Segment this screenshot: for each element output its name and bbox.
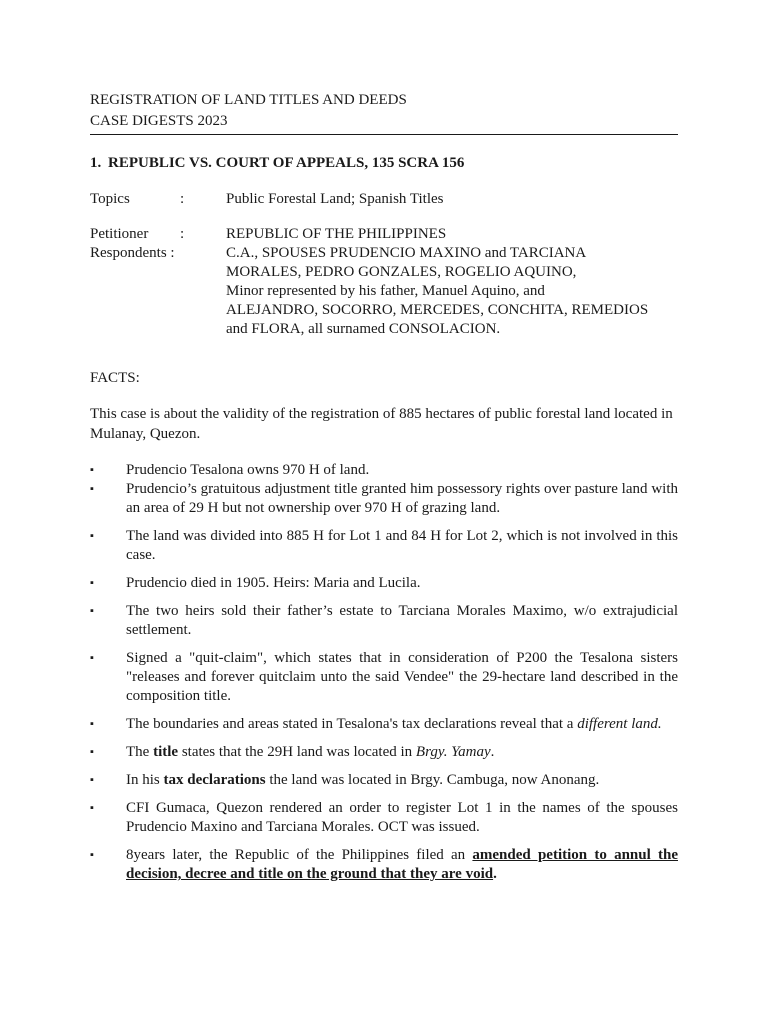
bullet-text-italic: Brgy. Yamay: [415, 744, 491, 760]
list-item: [90, 771, 678, 790]
bullet-text: Signed a "quit-claim", which states that in consideration of P200 the Tesalona sisters "releases and forever quitclaim unto the said Vendee" the 29-hectare land described in the composition title.: [126, 650, 678, 704]
bullet-icon: [90, 799, 102, 818]
respondents-value: [226, 244, 678, 339]
header-line-2: CASE DIGESTS 2023: [90, 113, 228, 129]
list-item: [90, 743, 678, 762]
bullet-text: The: [126, 744, 154, 760]
bullet-icon: [90, 771, 102, 790]
petitioner-value: REPUBLIC OF THE PHILIPPINES: [226, 226, 447, 242]
bullet-icon: [90, 602, 102, 621]
respondents-line: C.A., SPOUSES PRUDENCIO MAXINO and TARCIANA: [226, 245, 587, 261]
list-item: [90, 649, 678, 706]
respondents-line: and FLORA, all surnamed CONSOLACION.: [226, 321, 501, 337]
topics-colon: :: [180, 191, 185, 207]
parties-block: [90, 225, 678, 339]
bullet-text: The two heirs sold their father’s estate to Tarciana Morales Maximo, w/o extrajudicial settlement.: [126, 603, 678, 638]
bullet-text-bold-underlined: amended petition to annul the decision, decree and title on the ground that they are void: [126, 847, 678, 882]
bullet-icon: [90, 480, 102, 499]
case-title-text: REPUBLIC VS. COURT OF APPEALS, 135 SCRA 156: [108, 155, 465, 171]
bullet-text-bold: title: [153, 744, 179, 760]
bullet-text: the land was located in Brgy. Cambuga, now Anonang.: [265, 772, 600, 788]
facts-heading: FACTS:: [90, 370, 140, 386]
respondents-line: Minor represented by his father, Manuel Aquino, and: [226, 283, 545, 299]
bullet-text: states that the 29H land was located in: [178, 744, 416, 760]
bullet-icon: [90, 527, 102, 546]
case-number: 1.: [90, 155, 102, 171]
list-item: [90, 461, 678, 480]
header-rule: [90, 134, 678, 135]
document-header: [90, 90, 678, 132]
bullet-icon: [90, 649, 102, 668]
respondents-label: Respondents :: [90, 245, 175, 261]
bullet-icon: [90, 461, 102, 480]
bullet-text: .: [490, 744, 495, 760]
list-item: [90, 799, 678, 837]
respondents-line: ALEJANDRO, SOCORRO, MERCEDES, CONCHITA, REMEDIOS: [226, 302, 649, 318]
bullet-icon: [90, 715, 102, 734]
bullet-text: Prudencio’s gratuitous adjustment title granted him possessory rights over pasture land with an area of 29 H but not ownership over 970 H of grazing land.: [126, 481, 678, 516]
bullet-icon: [90, 846, 102, 865]
list-item: [90, 527, 678, 565]
bullet-text: In his: [126, 772, 164, 788]
bullet-text: Prudencio Tesalona owns 970 H of land.: [126, 462, 370, 478]
list-item: [90, 602, 678, 640]
bullet-icon: [90, 574, 102, 593]
bullet-text: Prudencio died in 1905. Heirs: Maria and Lucila.: [126, 575, 421, 591]
header-line-1: REGISTRATION OF LAND TITLES AND DEEDS: [90, 92, 407, 108]
case-title: [90, 153, 678, 173]
petitioner-label: Petitioner: [90, 226, 149, 242]
bullet-text: 8years later, the Republic of the Philippines filed an: [126, 847, 473, 863]
respondents-row: [90, 244, 678, 339]
facts-list: [90, 461, 678, 884]
petitioner-row: [90, 225, 678, 244]
topics-value: Public Forestal Land; Spanish Titles: [226, 191, 444, 207]
bullet-text: CFI Gumaca, Quezon rendered an order to register Lot 1 in the names of the spouses Prudencio Maxino and Tarciana Morales. OCT was issued.: [126, 800, 678, 835]
bullet-text-bold: tax declarations: [163, 772, 266, 788]
list-item: [90, 715, 678, 734]
facts-intro: This case is about the validity of the registration of 885 hectares of public forestal land located in Mulanay, Quezon.: [90, 406, 673, 442]
bullet-text: The boundaries and areas stated in Tesalona's tax declarations reveal that a: [126, 716, 578, 732]
list-item: [90, 480, 678, 518]
document-page: [90, 90, 678, 884]
bullet-text-italic: different land.: [577, 716, 662, 732]
petitioner-colon: :: [180, 226, 185, 242]
respondents-line: MORALES, PEDRO GONZALES, ROGELIO AQUINO,: [226, 264, 577, 280]
bullet-text: .: [493, 866, 497, 882]
list-item: [90, 846, 678, 884]
bullet-icon: [90, 743, 102, 762]
list-item: [90, 574, 678, 593]
topics-row: [90, 190, 678, 209]
bullet-text: The land was divided into 885 H for Lot 1 and 84 H for Lot 2, which is not involved in this case.: [126, 528, 678, 563]
topics-label: Topics: [90, 191, 130, 207]
